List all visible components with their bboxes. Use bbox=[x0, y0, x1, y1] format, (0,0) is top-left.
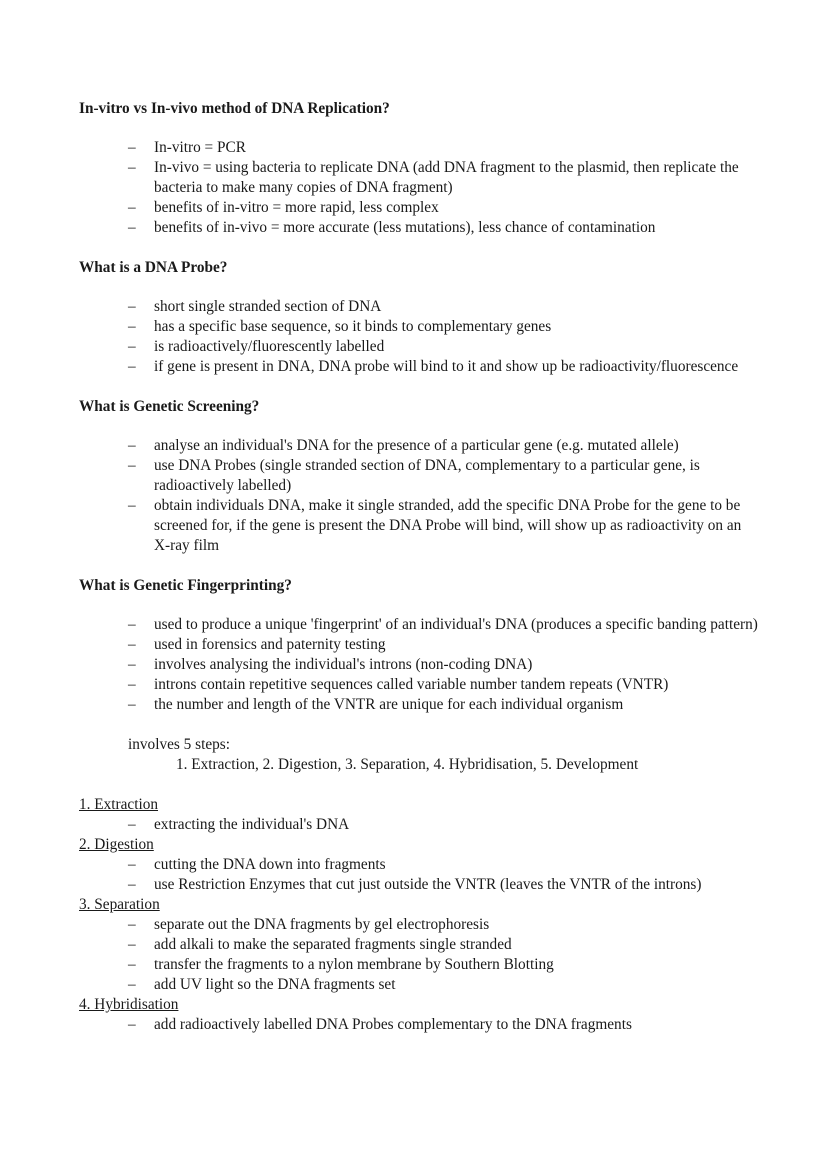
list-item: – short single stranded section of DNA bbox=[128, 298, 382, 315]
list-item: – analyse an individual's DNA for the presence of a particular gene (e.g. mutated allele) bbox=[128, 437, 679, 454]
bullet-list bbox=[79, 815, 759, 835]
dash-bullet: – bbox=[128, 676, 136, 693]
bullet-list bbox=[79, 615, 759, 715]
dash-bullet: – bbox=[128, 437, 136, 454]
list-item: – In-vitro = PCR bbox=[128, 139, 246, 156]
bullet-list bbox=[79, 297, 759, 377]
list-item: – transfer the fragments to a nylon membrane by Southern Blotting bbox=[128, 956, 554, 973]
list-item: – introns contain repetitive sequences called variable number tandem repeats (VNTR) bbox=[128, 676, 669, 693]
list-item: – involves analysing the individual's introns (non-coding DNA) bbox=[128, 656, 533, 673]
steps-intro: involves 5 steps: bbox=[128, 736, 230, 753]
list-item: – separate out the DNA fragments by gel electrophoresis bbox=[128, 916, 490, 933]
list-item: – add alkali to make the separated fragments single stranded bbox=[128, 936, 512, 953]
dash-bullet: – bbox=[128, 298, 136, 315]
dash-bullet: – bbox=[128, 139, 136, 156]
dash-bullet: – bbox=[128, 936, 136, 953]
dash-bullet: – bbox=[128, 318, 136, 335]
list-item: – used to produce a unique 'fingerprint' of an individual's DNA (produces a specific banding pattern) bbox=[128, 616, 758, 633]
dash-bullet: – bbox=[128, 956, 136, 973]
step-title: 1. Extraction bbox=[79, 796, 159, 813]
list-item: – In-vivo = using bacteria to replicate DNA (add DNA fragment to the plasmid, then replicate the bacteria to make many copies of DNA fragment) bbox=[128, 159, 739, 196]
dash-bullet: – bbox=[128, 696, 136, 713]
bullet-list bbox=[79, 915, 759, 995]
step-title: 4. Hybridisation bbox=[79, 996, 179, 1013]
dash-bullet: – bbox=[128, 1016, 136, 1033]
section-heading: What is Genetic Screening? bbox=[79, 398, 260, 415]
list-item: – add UV light so the DNA fragments set bbox=[128, 976, 396, 993]
dash-bullet: – bbox=[128, 358, 136, 375]
list-item: – add radioactively labelled DNA Probes complementary to the DNA fragments bbox=[128, 1016, 632, 1033]
list-item: – the number and length of the VNTR are unique for each individual organism bbox=[128, 696, 624, 713]
section-heading: What is Genetic Fingerprinting? bbox=[79, 577, 292, 594]
dash-bullet: – bbox=[128, 199, 136, 216]
list-item: – benefits of in-vitro = more rapid, less complex bbox=[128, 199, 439, 216]
list-item: – benefits of in-vivo = more accurate (less mutations), less chance of contamination bbox=[128, 219, 656, 236]
section-heading: What is a DNA Probe? bbox=[79, 259, 228, 276]
dash-bullet: – bbox=[128, 616, 136, 633]
list-item: – use DNA Probes (single stranded section of DNA, complementary to a particular gene, is radioactively labelled) bbox=[128, 457, 700, 494]
bullet-list bbox=[79, 436, 759, 556]
list-item: – if gene is present in DNA, DNA probe will bind to it and show up be radioactivity/fluorescence bbox=[128, 358, 739, 375]
step-title: 2. Digestion bbox=[79, 836, 154, 853]
list-item: – obtain individuals DNA, make it single stranded, add the specific DNA Probe for the gene to be screened for, if the gene is present the DNA Probe will bind, will show up as radioactivity on an X-ray film bbox=[128, 497, 742, 554]
dash-bullet: – bbox=[128, 636, 136, 653]
list-item: – used in forensics and paternity testing bbox=[128, 636, 386, 653]
list-item: – use Restriction Enzymes that cut just outside the VNTR (leaves the VNTR of the introns) bbox=[128, 876, 702, 893]
dash-bullet: – bbox=[128, 159, 136, 176]
list-item: – is radioactively/fluorescently labelled bbox=[128, 338, 385, 355]
step-title: 3. Separation bbox=[79, 896, 160, 913]
bullet-list bbox=[79, 1015, 759, 1035]
section-heading: In-vitro vs In-vivo method of DNA Replication? bbox=[79, 100, 390, 117]
bullet-list bbox=[79, 138, 759, 238]
list-item: – cutting the DNA down into fragments bbox=[128, 856, 386, 873]
dash-bullet: – bbox=[128, 219, 136, 236]
bullet-list bbox=[79, 855, 759, 895]
dash-bullet: – bbox=[128, 497, 136, 514]
dash-bullet: – bbox=[128, 457, 136, 474]
dash-bullet: – bbox=[128, 338, 136, 355]
dash-bullet: – bbox=[128, 856, 136, 873]
dash-bullet: – bbox=[128, 816, 136, 833]
dash-bullet: – bbox=[128, 976, 136, 993]
dash-bullet: – bbox=[128, 876, 136, 893]
document-page bbox=[79, 99, 759, 1035]
list-item: – has a specific base sequence, so it binds to complementary genes bbox=[128, 318, 552, 335]
steps-summary: 1. Extraction, 2. Digestion, 3. Separation, 4. Hybridisation, 5. Development bbox=[176, 756, 639, 773]
dash-bullet: – bbox=[128, 916, 136, 933]
dash-bullet: – bbox=[128, 656, 136, 673]
list-item: – extracting the individual's DNA bbox=[128, 816, 350, 833]
